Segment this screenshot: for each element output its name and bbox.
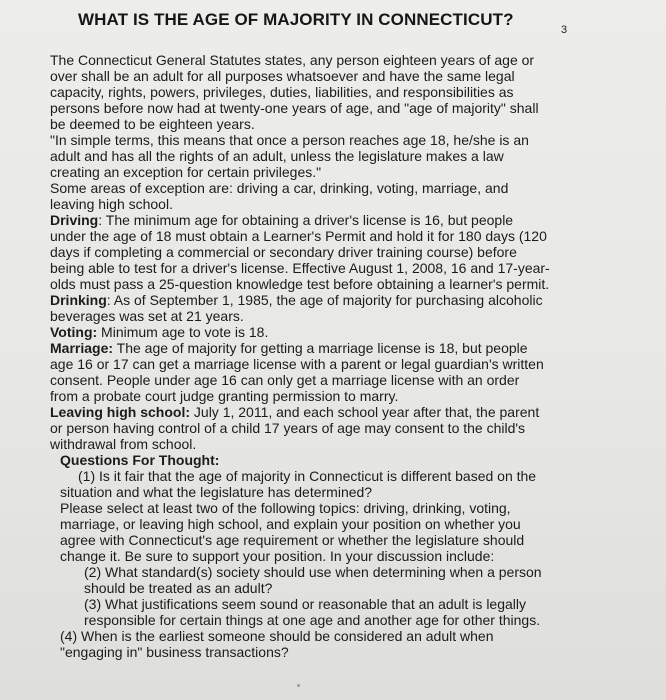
question-4: (4) When is the earliest someone should be considered an adult when "engaging in" business transactions? [60, 628, 494, 660]
question-3: (3) What justifications seem sound or reasonable that an adult is legally responsible for certain things at one age and another age for other things. [84, 596, 541, 628]
intro-paragraph: The Connecticut General Statutes states, any person eighteen years of age or over shall be an adult for all purposes whatsoever and have the same legal capacity, rights, powers, privileges, duties, liabilities, and responsibilities as persons before now had at twenty-one years of age, and "age of majority" shall be deemed to be eighteen years. [50, 52, 539, 132]
marriage-text: The age of majority for getting a marriage license is 18, but people age 16 or 17 can get a marriage license with a parent or legal guardian's written consent. People under age 16 can only get a marriage license with an order from a probate court judge granting permission to marry. [50, 340, 544, 404]
question-1: (1) Is it fair that the age of majority in Connecticut is different based on the situation and what the legislature has determined? [60, 468, 537, 500]
drinking-label: Drinking [50, 292, 107, 308]
marriage-label: Marriage: [50, 340, 114, 356]
exceptions-intro: Some areas of exception are: driving a car, drinking, voting, marriage, and leaving high school. [50, 180, 509, 212]
driving-label: Driving [50, 212, 99, 228]
stray-mark [297, 684, 300, 687]
questions-heading [50, 452, 550, 468]
voting-paragraph [50, 324, 550, 340]
voting-label: Voting: [50, 324, 98, 340]
page-title: WHAT IS THE AGE OF MAJORITY IN CONNECTICUT? [78, 10, 514, 29]
voting-text: Minimum age to vote is 18. [97, 324, 269, 340]
marriage-paragraph [50, 340, 550, 404]
drinking-text: : As of September 1, 1985, the age of majority for purchasing alcoholic beverages was set at 21 years. [50, 292, 543, 324]
question-2: (2) What standard(s) society should use when determining when a person should be treated as an adult? [84, 564, 542, 596]
quote-paragraph: "In simple terms, this means that once a person reaches age 18, he/she is an adult and has all the rights of an adult, unless the legislature makes a law creating an exception for certain privileges." [50, 132, 529, 180]
leaving-school-paragraph [50, 404, 550, 452]
questions-heading-text: Questions For Thought: [60, 452, 220, 468]
questions-instructions: Please select at least two of the following topics: driving, drinking, voting, marriage, or leaving high school, and explain your position on whether you agree with Connecticut's age requirement or whether the legislature should change it. Be sure to support your position. In your discussion include: [60, 500, 525, 564]
driving-paragraph [50, 212, 550, 292]
drinking-paragraph [50, 292, 550, 324]
leaving-school-label: Leaving high school: [50, 404, 191, 420]
document-body [50, 52, 550, 660]
driving-text: : The minimum age for obtaining a driver's license is 16, but people under the age of 18 must obtain a Learner's Permit and hold it for 180 days (120 days if completing a commercial or secondary driver training course) before being able to test for a driver's license. Effective August 1, 2008, 16 and 17-year-olds must pass a 25-question knowledge test before obtaining a learner's permit. [50, 212, 550, 292]
leaving-school-text: July 1, 2011, and each school year after that, the parent or person having control of a child 17 years of age may consent to the child's withdrawal from school. [50, 404, 540, 452]
page-number: 3 [561, 24, 568, 36]
